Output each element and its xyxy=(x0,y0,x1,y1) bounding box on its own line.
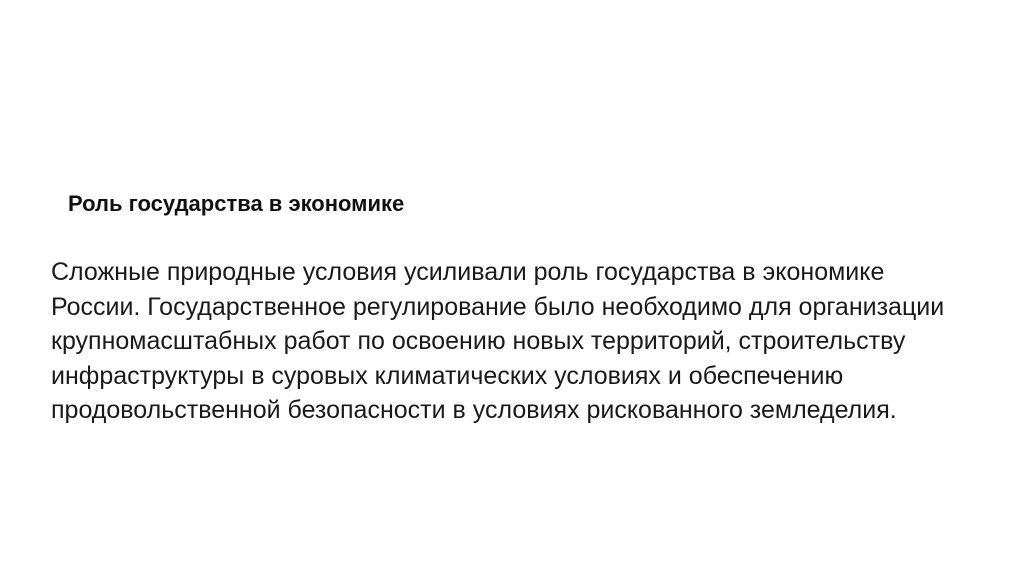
body-line: России. Государственное регулирование было необходимо для организации xyxy=(51,292,945,321)
slide-body-text xyxy=(51,255,1024,428)
body-line: продовольственной безопасности в условиях рискованного земледелия. xyxy=(51,396,897,424)
body-line: инфраструктуры в суровых климатических условиях и обеспечению xyxy=(51,361,844,390)
body-line: крупномасштабных работ по освоению новых территорий, строительству xyxy=(51,327,906,355)
body-line: Сложные природные условия усиливали роль государства в экономике xyxy=(51,258,885,286)
slide-title: Роль государства в экономике xyxy=(68,191,405,216)
